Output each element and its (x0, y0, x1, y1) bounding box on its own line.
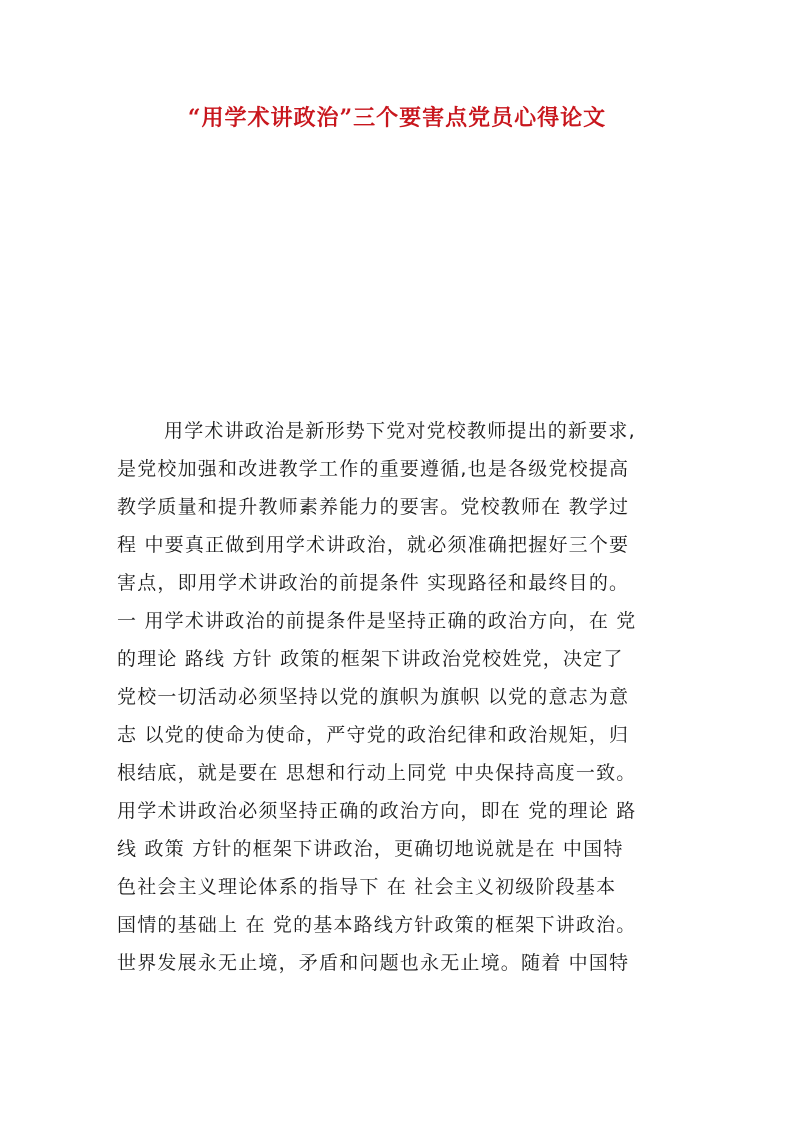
body-line: 教学质量和提升教师素养能力的要害。党校教师在 教学过 (117, 496, 630, 518)
body-line: 用学术讲政治必须坚持正确的政治方向，即在 党的理论 路 (117, 800, 637, 822)
document-title: “用学术讲政治”三个要害点党员心得论文 (187, 105, 607, 131)
body-line: 国情的基础上 在 党的基本路线方针政策的框架下讲政治。 (117, 914, 637, 936)
body-line: 是党校加强和改进教学工作的重要遵循,也是各级党校提高 (117, 458, 630, 480)
body-line: 用学术讲政治是新形势下党对党校教师提出的新要求, (164, 420, 636, 442)
body-line: 害点，即用学术讲政治的前提条件 实现路径和最终目的。 (117, 572, 630, 594)
body-line: 色社会主义理论体系的指导下 在 社会主义初级阶段基本 (117, 876, 617, 898)
body-line: 的理论 路线 方针 政策的框架下讲政治党校姓党，决定了 (117, 648, 624, 670)
body-line: 程 中要真正做到用学术讲政治，就必须准确把握好三个要 (117, 534, 630, 556)
body-line: 线 政策 方针的框架下讲政治，更确切地说就是在 中国特 (117, 838, 624, 860)
body-line: 党校一切活动必须坚持以党的旗帜为旗帜 以党的意志为意 (117, 686, 630, 708)
body-line: 志 以党的使命为使命，严守党的政治纪律和政治规矩，归 (117, 724, 630, 746)
document-body (117, 412, 687, 982)
body-line: 一 用学术讲政治的前提条件是坚持正确的政治方向，在 党 (117, 610, 637, 632)
body-line: 根结底，就是要在 思想和行动上同党 中央保持高度一致。 (117, 762, 637, 784)
body-line: 世界发展永无止境，矛盾和问题也永无止境。随着 中国特 (117, 952, 630, 974)
